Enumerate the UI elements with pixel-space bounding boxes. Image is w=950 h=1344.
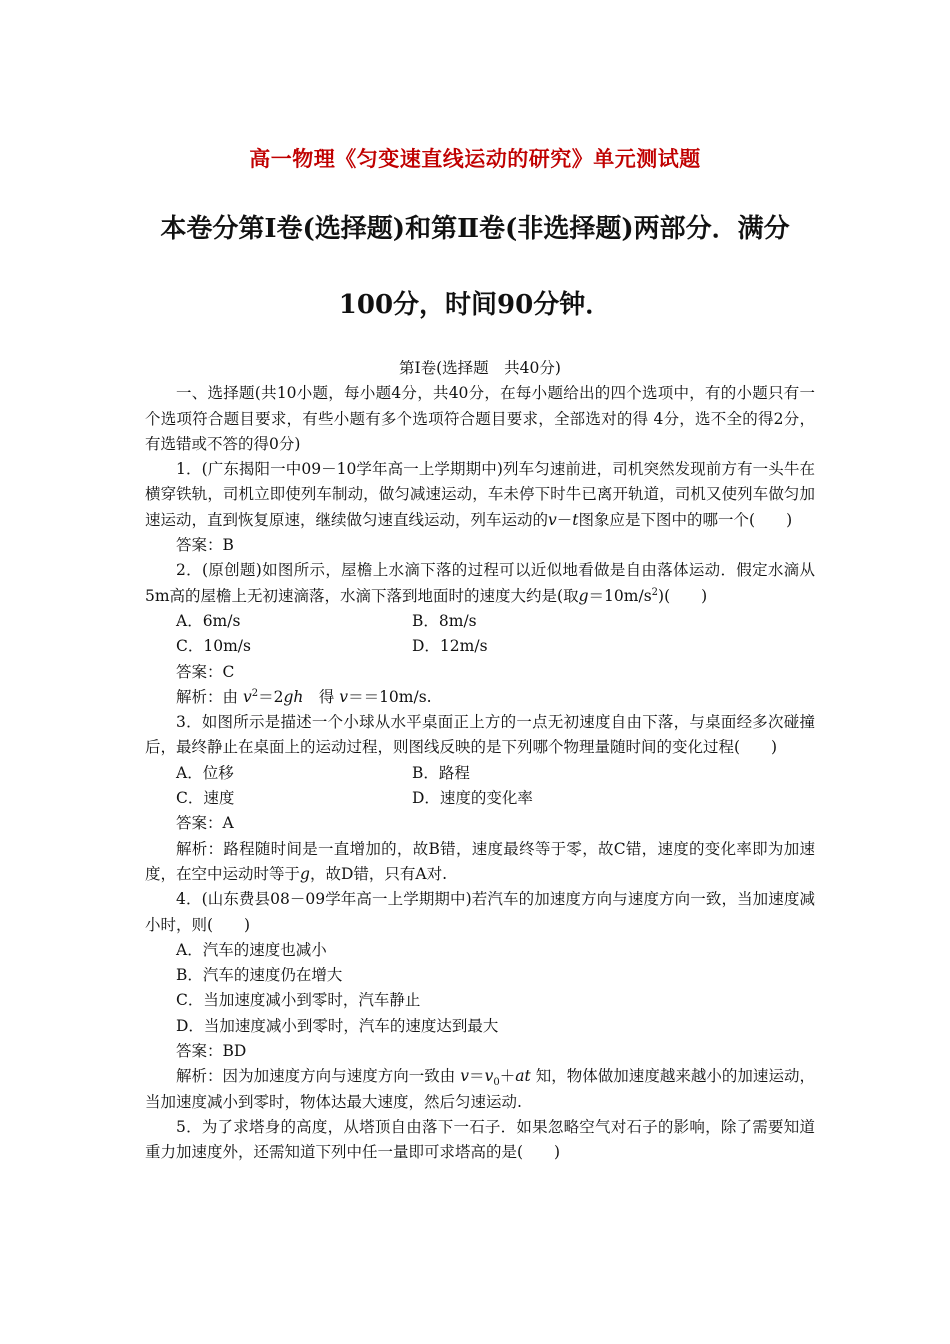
question-2 — [145, 558, 815, 609]
q2-stem-a: 2．(原创题)如图所示，屋檐上水滴下落的过程可以近似地看做是自由落体运动．假定水滴从5m高的屋檐上无初速滴落，水滴下落到地面时的速度大约是(取 — [145, 561, 815, 605]
question-3: 3．如图所示是描述一个小球从水平桌面正上方的一点无初速度自由下落，与桌面经多次碰撞后，最终静止在桌面上的运动过程，则图线反映的是下列哪个物理量随时间的变化过程( ) — [145, 713, 815, 757]
instructions: 一、选择题(共10小题，每小题4分，共40分，在每小题给出的四个选项中，有的小题只有一个选项符合题目要求，有些小题有多个选项符合题目要求，全部选对的得 4分，选不全的得2分，有选错或不答的得0分) — [145, 384, 815, 453]
q4-expl-v: v — [460, 1067, 470, 1086]
question-4: 4．(山东费县08－09学年高一上学期期中)若汽车的加速度方向与速度方向一致，当加速度减小时，则( ) — [145, 890, 815, 934]
q2-expl-v2: v — [339, 687, 349, 706]
q4-expl-v0: v — [484, 1067, 494, 1086]
q2-expl-prefix: 解析：由 — [176, 687, 243, 706]
q3-expl-a: 解析：路程随时间是一直增加的，故B错，速度最终等于零，故C错，速度的变化率即为加速度，在空中运动时等于 — [145, 839, 815, 883]
q2-expl-exp: 2 — [251, 687, 259, 699]
q1-var-v: v — [548, 510, 557, 529]
q2-option-a: A．6m/s — [176, 611, 241, 630]
q2-var-g: g — [578, 586, 589, 605]
q4-option-a: A．汽车的速度也减小 — [176, 940, 327, 959]
section-heading: 第Ⅰ卷(选择题 共40分) — [399, 359, 561, 377]
q3-explanation — [145, 837, 815, 888]
q4-answer: 答案：BD — [176, 1042, 247, 1061]
q2-exp: 2 — [651, 586, 659, 598]
q3-option-d: D．速度的变化率 — [412, 789, 533, 808]
q3-option-c: C．速度 — [176, 789, 235, 808]
q3-expl-g: g — [300, 864, 310, 883]
q3-answer: 答案：A — [176, 814, 234, 833]
q2-expl-eq1: ＝2 — [258, 687, 284, 706]
q4-expl-a: 解析：因为加速度方向与速度方向一致由 — [176, 1067, 461, 1086]
q4-expl-sub: 0 — [493, 1077, 500, 1089]
intro-line-1: 本卷分第Ⅰ卷(选择题)和第Ⅱ卷(非选择题)两部分．满分 — [160, 214, 790, 244]
q4-option-c: C．当加速度减小到零时，汽车静止 — [176, 991, 421, 1010]
q1-stem-b: 图象应是下图中的哪一个( ) — [578, 510, 793, 529]
q2-option-c: C．10m/s — [176, 637, 251, 656]
q2-expl-mid: 得 — [303, 687, 340, 706]
intro-line-2: 100分，时间90分钟． — [338, 290, 612, 320]
q2-answer: 答案：C — [176, 662, 235, 681]
q1-stem-a: 1．(广东揭阳一中09－10学年高一上学期期中)列车匀速前进，司机突然发现前方有一头牛在横穿铁轨，司机立即使列车制动，做匀减速运动，车未停下时牛已离开轨道，司机又使列车做匀加速运动，直到恢复原速，继续做匀速直线运动，列车运动的 — [145, 460, 815, 529]
q3-options-row-1 — [145, 761, 815, 786]
q4-expl-at: at — [515, 1067, 531, 1086]
q4-explanation — [145, 1064, 815, 1115]
q2-options-row-2 — [145, 634, 815, 659]
q2-eq: ＝10m/s — [588, 586, 652, 605]
q2-option-b: B．8m/s — [412, 611, 477, 630]
q4-expl-eq: ＝ — [469, 1067, 485, 1086]
q2-explanation — [145, 685, 815, 710]
q2-expl-end: ＝＝10m/s. — [348, 687, 432, 706]
q2-options-row-1 — [145, 609, 815, 634]
q2-expl-gh: gh — [283, 687, 304, 706]
question-5: 5．为了求塔身的高度，从塔顶自由落下一石子．如果忽略空气对石子的影响，除了需要知道重力加速度外，还需知道下列中任一量即可求塔高的是( ) — [145, 1117, 815, 1162]
q3-options-row-2 — [145, 786, 815, 811]
q3-option-a: A．位移 — [176, 763, 234, 782]
q1-dash: － — [556, 510, 573, 529]
q2-stem-b: )( ) — [658, 586, 708, 605]
question-1 — [145, 457, 815, 533]
q4-option-b: B．汽车的速度仍在增大 — [176, 966, 343, 985]
q1-var-t: t — [572, 510, 579, 529]
q1-answer: 答案：B — [176, 536, 234, 555]
q3-expl-b: ，故D错，只有A对. — [309, 864, 448, 883]
q4-option-d: D．当加速度减小到零时，汽车的速度达到最大 — [176, 1016, 499, 1035]
q2-option-d: D．12m/s — [412, 637, 488, 656]
q4-expl-plus: ＋ — [499, 1067, 516, 1086]
q2-expl-v1: v — [242, 687, 252, 706]
document-title: 高一物理《匀变速直线运动的研究》单元测试题 — [249, 146, 701, 171]
document-body — [145, 356, 815, 1166]
q4-expl-b: 知，物体做加速度越来越小的加速运动，当加速度减小到零时，物体达最大速度，然后匀速运动. — [145, 1067, 815, 1111]
q3-option-b: B．路程 — [412, 763, 470, 782]
